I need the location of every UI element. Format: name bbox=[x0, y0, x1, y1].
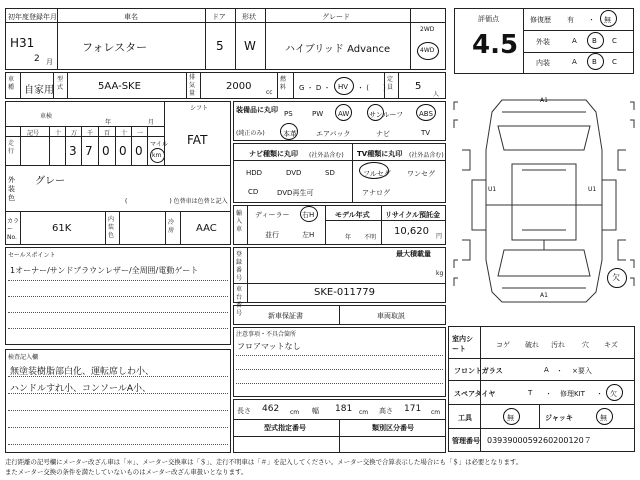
capacity-value: 5 bbox=[415, 81, 422, 92]
max-load-label: 最大積載量 bbox=[396, 250, 431, 258]
running-label: 走行 bbox=[8, 140, 15, 155]
footer-line2: またメーター交換の条件を満たしていないものはメーター改ざん車扱いとなります。 bbox=[5, 468, 248, 476]
shape-label: 形状 bbox=[242, 13, 256, 21]
reg-month-unit: 月 bbox=[46, 58, 53, 66]
cooler-value: AAC bbox=[196, 223, 217, 234]
tv-label: TV種類に丸印 bbox=[357, 150, 403, 158]
color-value: グレー bbox=[35, 176, 65, 187]
length-value: 462 bbox=[262, 404, 280, 414]
shaken-label: 車検 bbox=[40, 113, 53, 120]
navi-label: ナビ種類に丸印 bbox=[249, 150, 298, 158]
repair-yes: 有 bbox=[567, 16, 574, 24]
car-name-value: フォレスター bbox=[82, 41, 148, 54]
notes-text: フロアマットなし bbox=[237, 342, 301, 351]
color-label: 外装色 bbox=[8, 176, 15, 202]
capacity-unit: 人 bbox=[433, 91, 440, 98]
cc-unit: cc bbox=[266, 89, 273, 96]
repair-no: 無 bbox=[604, 16, 611, 24]
exterior-label: 外装 bbox=[536, 38, 550, 46]
notes-label: 注意事項・不具合箇所 bbox=[236, 331, 297, 338]
model-value: 5AA-SKE bbox=[98, 81, 141, 92]
inspector-line2: ハンドルすれ小、コンソールA小、 bbox=[10, 384, 151, 394]
shape-value: W bbox=[244, 39, 256, 53]
exterior-a: A bbox=[572, 37, 577, 45]
repair-label: 修復歴 bbox=[530, 16, 551, 24]
seat-label: 室内シート bbox=[452, 335, 473, 353]
colorno-label: カラーNo. bbox=[7, 218, 20, 241]
damage-a1-top: A1 bbox=[540, 97, 548, 104]
defect-mark: 欠 bbox=[612, 273, 620, 282]
displacement-value: 2000 bbox=[226, 81, 252, 92]
mileage-digit: 0 bbox=[135, 144, 143, 158]
fuel-options: G ・ D ・ bbox=[299, 84, 331, 92]
import-label: 輸入車 bbox=[236, 210, 243, 233]
km-unit: km bbox=[152, 152, 162, 159]
exterior-c: C bbox=[612, 37, 617, 45]
reg-year-label: 初年度登録年月 bbox=[8, 13, 57, 21]
sales-point-label: セールスポイント bbox=[8, 252, 56, 259]
displacement-label: 排気量 bbox=[189, 74, 196, 97]
interior-label: 内装 bbox=[536, 59, 550, 67]
score-label: 評価点 bbox=[478, 15, 499, 23]
damage-u1-left: U1 bbox=[488, 186, 497, 193]
int-color-label: 内装色 bbox=[108, 216, 115, 239]
grade-label: グレード bbox=[322, 13, 350, 21]
class-label: 類別区分番号 bbox=[372, 424, 414, 432]
model-year-label: モデル年式 bbox=[335, 211, 370, 219]
recycle-value: 10,620 bbox=[394, 226, 429, 237]
recycle-label: リサイクル預託金 bbox=[385, 211, 441, 219]
inspector-label: 検査記入欄 bbox=[8, 354, 39, 361]
mgmt-label: 管理番号 bbox=[452, 437, 480, 445]
mileage-digit: 0 bbox=[119, 144, 127, 158]
colorno-value: 61K bbox=[52, 223, 72, 234]
footer-line1: 走行距離の記号欄にメーター改ざん車は「＊」、メーター交換車は「＄」、走行不明車は「＃」を記入してください。メーター交換で合算表示した場合にも「＄」は必要となります。 bbox=[5, 458, 523, 466]
chassis-label: 車台番号 bbox=[236, 286, 243, 317]
color-note: ( ) 色替車は色替と記入 bbox=[125, 198, 228, 205]
tools-label: 工具 bbox=[458, 414, 472, 422]
interior-a: A bbox=[572, 58, 577, 66]
mileage-digit: 3 bbox=[69, 144, 77, 158]
mileage-digit: 0 bbox=[102, 144, 110, 158]
fuel-selected: HV bbox=[338, 83, 349, 91]
drive-2wd: 2WD bbox=[420, 26, 435, 33]
fuel-label: 燃料 bbox=[280, 76, 287, 91]
chassis-value: SKE-011779 bbox=[314, 287, 376, 298]
inspector-line1: 無塗装樹脂部白化、運転席しわ小、 bbox=[10, 367, 155, 377]
mgmt-value: 0393900059260200120７ bbox=[487, 436, 592, 445]
drive-4wd: 4WD bbox=[420, 47, 435, 54]
equipment-label: 装備品に丸印 bbox=[236, 106, 278, 114]
model-label: 型式 bbox=[57, 76, 64, 91]
kind-value: 自家用 bbox=[24, 85, 54, 96]
sales-point-text: 1オーナー/サンドブラウンレザー/全周囲/電動ゲート bbox=[10, 266, 199, 275]
shift-label: シフト bbox=[190, 105, 209, 112]
reg-year-value: H31 bbox=[10, 36, 35, 50]
reg-month-value: 2 bbox=[34, 54, 40, 64]
grade-value: ハイブリッド Advance bbox=[285, 44, 391, 55]
fuel-rest: ・ ( ) bbox=[357, 84, 386, 92]
capacity-label: 定員 bbox=[387, 76, 394, 91]
jack-label: ジャッキ bbox=[545, 414, 573, 422]
cooler-label: 冷房 bbox=[168, 219, 175, 234]
damage-a1-bottom: A1 bbox=[540, 292, 548, 299]
car-name-label: 車名 bbox=[124, 13, 138, 21]
score-value: 4.5 bbox=[472, 30, 519, 60]
door-label: ドア bbox=[212, 13, 226, 21]
manual-label: 車両取説 bbox=[377, 312, 405, 320]
door-value: 5 bbox=[216, 39, 224, 53]
mileage-digit: 7 bbox=[85, 144, 93, 158]
type-spec-label: 型式指定番号 bbox=[264, 424, 306, 432]
height-value: 171 bbox=[404, 404, 422, 414]
car-diagram bbox=[452, 80, 636, 322]
reg-no-label: 登録番号 bbox=[236, 251, 243, 282]
interior-b: B bbox=[592, 58, 597, 66]
spare-label: スペアタイヤ bbox=[454, 390, 496, 398]
kind-label: 車種 bbox=[8, 76, 15, 91]
glass-label: フロントガラス bbox=[454, 367, 503, 375]
interior-c: C bbox=[612, 58, 617, 66]
shift-value: FAT bbox=[187, 133, 208, 147]
exterior-b: B bbox=[592, 37, 597, 45]
damage-u1-right: U1 bbox=[588, 186, 597, 193]
warranty-label: 新車保証書 bbox=[268, 312, 303, 320]
width-value: 181 bbox=[335, 404, 353, 414]
